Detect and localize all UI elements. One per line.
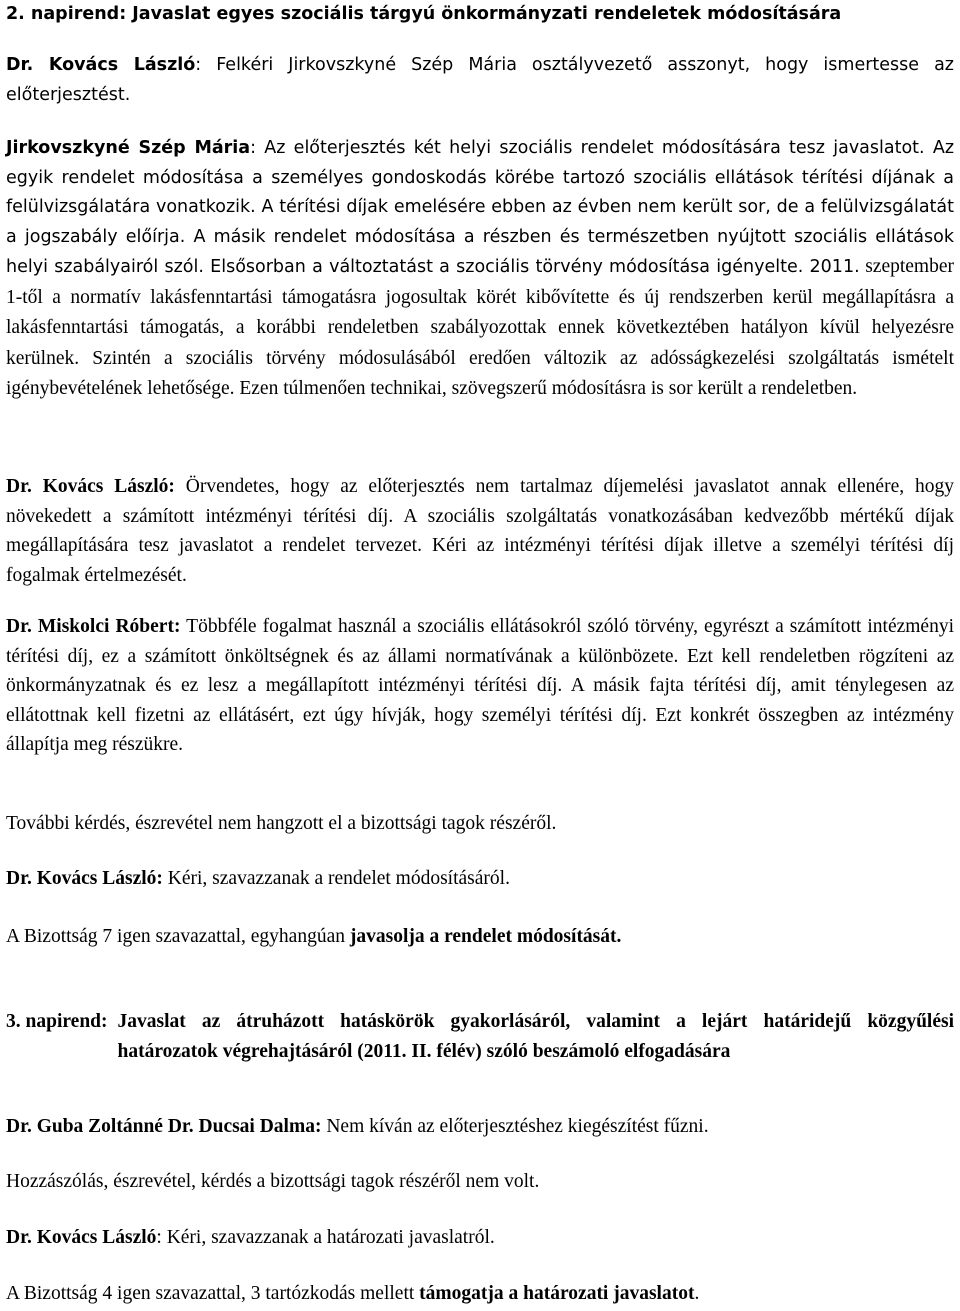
paragraph-text: : Felkéri Jirkovszkyné Szép Mária osztályvezető asszonyt, hogy ismertesse az előterjesztést. — [6, 55, 954, 105]
paragraph-no-comments: Hozzászólás, észrevétel, kérdés a bizottsági tagok részéről nem volt. — [6, 1171, 540, 1192]
speaker-name: Dr. Kovács László: — [6, 868, 163, 889]
paragraph-vote-call-2 — [6, 1223, 954, 1253]
paragraph-text: Örvendetes, hogy az előterjesztés nem tartalmaz díjemelési javaslatot annak ellenére, hogy növekedett a számított intézményi térítési díj. A szociális szolgáltatás vonatkozásában kedvezőbb mértékű díjak megállapítására tesz javaslatot a rendelet tervezet. Kéri az intézményi térítési díjak illetve a személyi térítési díj fogalmak értelmezését. — [6, 476, 954, 586]
paragraph-chair-intro — [6, 51, 954, 110]
speaker-name: Dr. Kovács László — [6, 55, 196, 75]
paragraph-vote-result-2 — [6, 1279, 954, 1309]
resolution-text: javasolja a rendelet módosítását. — [349, 926, 622, 947]
agenda-3-heading — [6, 1007, 954, 1066]
paragraph-text: A Bizottság 4 igen szavazattal, 3 tartózkodás mellett — [6, 1283, 420, 1304]
speaker-name: Dr. Kovács László: — [6, 476, 175, 497]
speaker-name: Dr. Guba Zoltánné Dr. Ducsai Dalma: — [6, 1116, 322, 1137]
agenda-3-label: 3. napirend: — [6, 1011, 108, 1032]
paragraph-chair-comment — [6, 472, 954, 590]
paragraph-no-questions: További kérdés, észrevétel nem hangzott el a bizottsági tagok részéről. — [6, 813, 557, 834]
paragraph-text: A Bizottság 7 igen szavazattal, egyhangúan — [6, 926, 350, 947]
paragraph-text: : Kéri, szavazzanak a határozati javaslatról. — [156, 1227, 495, 1248]
resolution-text: támogatja a határozati javaslatot — [419, 1283, 695, 1304]
paragraph-vote-result — [6, 922, 954, 952]
paragraph-text: Nem kíván az előterjesztéshez kiegészítést fűzni. — [321, 1116, 709, 1137]
paragraph-vote-call — [6, 864, 954, 894]
paragraph-text-continued: szeptember 1-től a normatív lakásfenntartási támogatásra jogosultak körét kibővítette és új rendszerben kerül megállapításra a lakásfenntartási támogatás, a korábbi rendeletben szabályozottak ennek következtében hatályon kívül helyezésre kerülnek. Szintén a szociális törvény módosulásából eredően változik az adósságkezelési szolgáltatás ismételt igénybevételének lehetősége. Ezen túlmenően technikai, szövegszerű módosításra is sor került a rendeletben. — [6, 256, 954, 399]
agenda-3-title: Javaslat az átruházott hatáskörök gyakorlásáról, valamint a lejárt határidejű közgyűlési határozatok végrehajtásáról (2011. II. félév) szóló beszámoló elfogadására — [117, 1011, 954, 1062]
paragraph-text: Többféle fogalmat használ a szociális ellátásokról szóló törvény, egyrészt a számított intézményi térítési díj, ez a számított önköltségnek és az állami normatívának a különbözete. Ezt kell rendeletben rögzíteni az önkormányzatnak és ez lesz a megállapított intézményi térítési díj. A másik fajta térítési díj, amit ténylegesen az ellátottnak kell fizetni az ellátásért, ezt úgy hívják, hogy személyi térítési díj. Ezt konkrét összegben az intézmény állapítja meg részükre. — [6, 616, 954, 755]
paragraph-miskolci — [6, 612, 954, 760]
paragraph-text: : Az előterjesztés két helyi szociális rendelet módosítására tesz javaslatot. Az egyik rendelet módosítása a személyes gondoskodás körébe tartozó szociális ellátások térítési díjának a felülvizsgálatára vonatkozik. A térítési díjak emelésére ebben az évben nem került sor, de a felülvizsgálatát a jogszabály előírja. A másik rendelet módosítása a részben és természetben nyújtott szociális ellátások helyi szabályairól szól. Elsősorban a változtatást a szociális törvény módosítása igényelte. 2011. — [6, 138, 955, 277]
speaker-name: Jirkovszkyné Szép Mária — [6, 138, 251, 158]
paragraph-guba — [6, 1112, 954, 1142]
paragraph-presentation — [6, 134, 954, 405]
paragraph-text: Kéri, szavazzanak a rendelet módosításáról. — [162, 868, 510, 889]
paragraph-end: . — [694, 1283, 700, 1304]
speaker-name: Dr. Kovács László — [6, 1227, 157, 1248]
speaker-name: Dr. Miskolci Róbert: — [6, 616, 181, 637]
agenda-2-heading: 2. napirend: Javaslat egyes szociális tárgyú önkormányzati rendeletek módosítására — [6, 4, 842, 24]
